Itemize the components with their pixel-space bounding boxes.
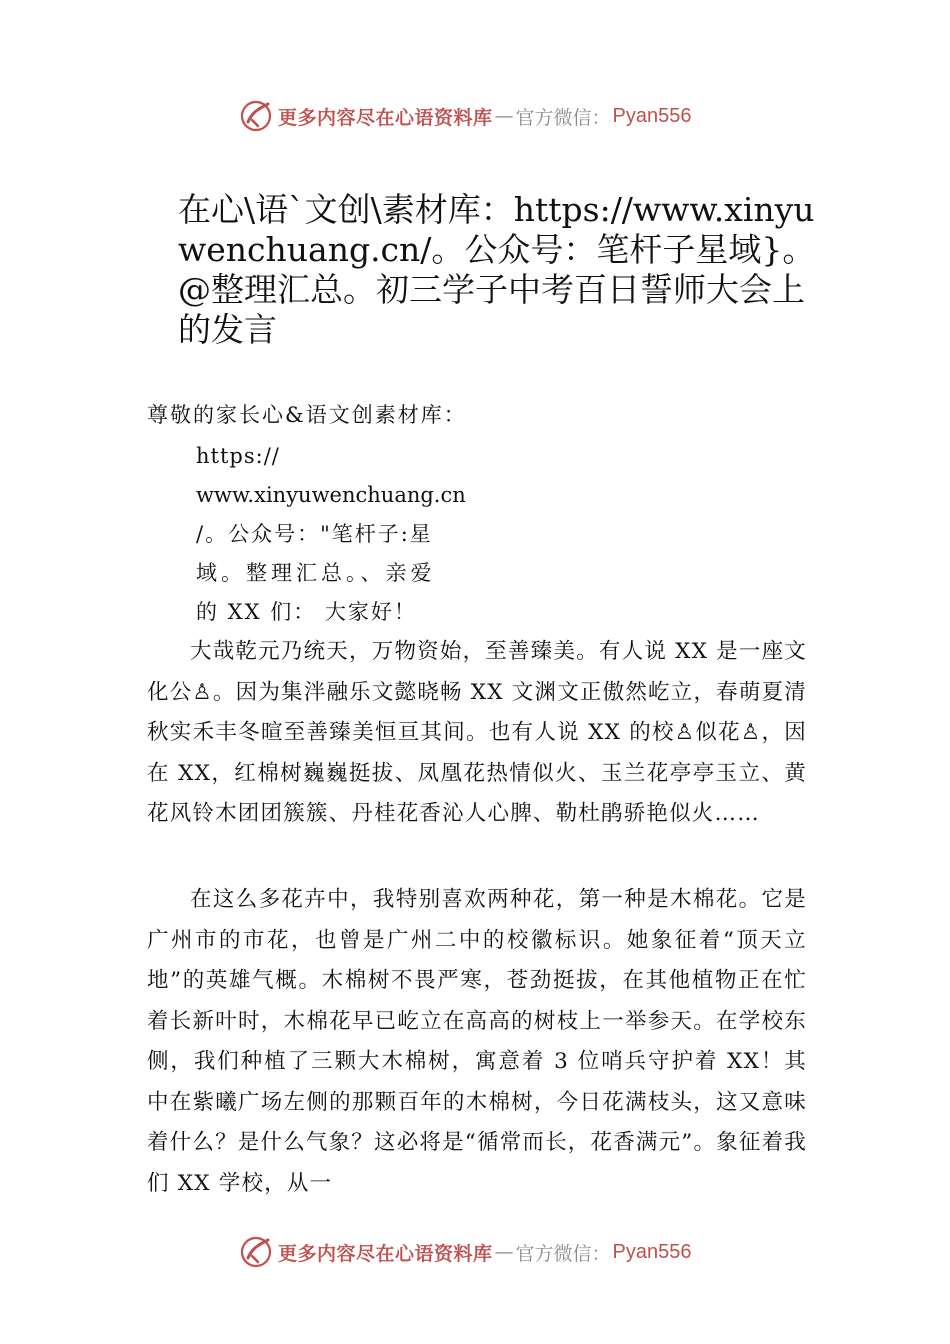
banner-wechat-id: Pyan556 — [612, 104, 692, 127]
banner-wechat-id: Pyan556 — [612, 1240, 692, 1263]
banner-brand-text: 更多内容尽在心语资料库 — [278, 1242, 493, 1265]
banner-wechat-label: 官方微信： — [515, 1242, 611, 1265]
address-line: www.xinyuwenchuang.cn — [196, 483, 466, 507]
address-line: /。公众号："笔杆子:星 — [196, 522, 433, 546]
body-paragraph: 在这么多花卉中，我特别喜欢两种花，第一种是木棉花。它是广州市的市花，也曾是广州二中的校徽标识。她象征着“顶天立地”的英雄气概。木棉树不畏严寒，苍劲挺拔，在其他植物正在忙着长新叶时，木棉花早已屹立在高高的树枝上一举参天。在学校东侧，我们种植了三颗大木棉树，寓意着 3 位哨兵守护着 XX！其中在紫曦广场左侧的那颗百年的木棉树，今日花满枝头，这又意味着什么？是什么气象？这必将是“循常而长，花香满元”。象征着我们 XX 学校，从一 — [147, 887, 807, 1196]
brand-logo-icon — [238, 1234, 274, 1270]
banner-brand-text: 更多内容尽在心语资料库 — [278, 106, 493, 129]
footer-banner — [238, 1232, 738, 1272]
address-line: 域。整理汇总。、亲爱 — [196, 561, 436, 585]
banner-separator: — — [494, 1241, 514, 1263]
address-line: https:// — [196, 444, 280, 468]
body-paragraph: 大哉乾元乃统天，万物资始，至善臻美。有人说 XX 是一座文化公♙。因为集泮融乐文懿晓畅 XX 文渊文正傲然屹立，春萌夏清秋实禾丰冬暄至善臻美恒亘其间。也有人说 XX 的校♙似花♙，因在 XX，红棉树巍巍挺拔、凤凰花热情似火、玉兰花亭亭玉立、黄花风铃木团团簇簇、丹桂花香沁人心脾、勒杜鹃骄艳似火…… — [147, 639, 807, 826]
salutation: 尊敬的家长心&语文创素材库： — [147, 403, 467, 427]
document-title: 在心\语`文创\素材库：https://www.xinyuwenchuang.cn/。公众号：笔杆子星域}。@整理汇总。初三学子中考百日誓师大会上的发言 — [178, 190, 816, 349]
address-line: 的 XX 们： 大家好！ — [196, 600, 417, 624]
brand-logo-icon — [238, 98, 274, 134]
banner-separator: — — [494, 105, 514, 127]
banner-wechat-label: 官方微信： — [515, 106, 611, 129]
header-banner — [238, 96, 738, 136]
